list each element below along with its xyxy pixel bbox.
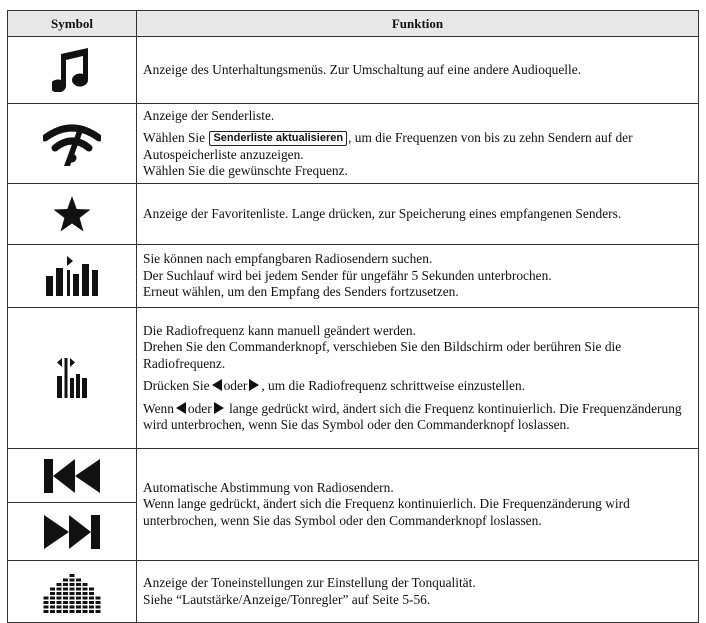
manual-tune-desc-2-c: , um die Radiofrequenz schrittweise einzustellen. bbox=[261, 378, 525, 393]
equalizer-segment bbox=[57, 605, 62, 608]
equalizer-segment bbox=[83, 592, 88, 595]
star-icon bbox=[52, 195, 92, 233]
equalizer-segment bbox=[57, 610, 62, 613]
equalizer-segment bbox=[63, 601, 68, 604]
station-list-desc-1: Anzeige der Senderliste. bbox=[143, 107, 275, 123]
function-cell-station-list bbox=[137, 104, 699, 184]
equalizer-segment bbox=[96, 596, 101, 599]
header-function: Funktion bbox=[137, 11, 699, 37]
equalizer-segment bbox=[57, 587, 62, 590]
equalizer-segment bbox=[57, 592, 62, 595]
header-symbol: Symbol bbox=[8, 11, 137, 37]
function-cell-favorites bbox=[137, 184, 699, 245]
equalizer-segment bbox=[57, 601, 62, 604]
equalizer-segment bbox=[89, 605, 94, 608]
equalizer-segment bbox=[83, 587, 88, 590]
manual-tune-desc-1-line-2: Drehen Sie den Commanderknopf, verschieben Sie den Bildschirm oder berühren Sie die Radiofrequenz. bbox=[143, 339, 622, 371]
equalizer-segment bbox=[83, 605, 88, 608]
equalizer-segment bbox=[70, 601, 75, 604]
symbol-cell-station-list bbox=[8, 104, 137, 184]
equalizer-segment bbox=[76, 583, 81, 586]
scan-desc-line-2: Der Suchlauf wird bei jedem Sender für ungefähr 5 Sekunden unterbrochen. bbox=[143, 267, 552, 283]
manual-tune-desc-3-a: Wenn bbox=[143, 400, 174, 416]
station-list-desc-2 bbox=[143, 130, 692, 163]
skip-previous-icon bbox=[44, 459, 100, 493]
equalizer-segment bbox=[83, 583, 88, 586]
table-row-favorites bbox=[8, 184, 699, 245]
function-cell-tone bbox=[137, 561, 699, 623]
music-note-icon bbox=[52, 48, 92, 92]
function-cell-seek bbox=[137, 449, 699, 561]
equalizer-segment bbox=[89, 596, 94, 599]
symbol-cell-music bbox=[8, 37, 137, 104]
equalizer-segment bbox=[44, 601, 49, 604]
table-row-scan bbox=[8, 245, 699, 308]
music-desc: Anzeige des Unterhaltungsmenüs. Zur Umschaltung auf eine andere Audioquelle. bbox=[143, 61, 582, 77]
equalizer-segment bbox=[63, 578, 68, 581]
equalizer-segment bbox=[96, 605, 101, 608]
function-cell-scan bbox=[137, 245, 699, 308]
equalizer-segment bbox=[63, 587, 68, 590]
equalizer-segment bbox=[70, 583, 75, 586]
equalizer-segment bbox=[63, 596, 68, 599]
manual-tune-desc-1 bbox=[143, 323, 692, 373]
equalizer-segment bbox=[50, 592, 55, 595]
equalizer-segment bbox=[63, 605, 68, 608]
arrow-left-icon bbox=[212, 379, 222, 391]
table-row-station-list bbox=[8, 104, 699, 184]
equalizer-segment bbox=[50, 605, 55, 608]
equalizer-segment bbox=[50, 587, 55, 590]
equalizer-segment bbox=[83, 601, 88, 604]
equalizer-segment bbox=[44, 605, 49, 608]
symbol-cell-favorites bbox=[8, 184, 137, 245]
equalizer-segment bbox=[89, 592, 94, 595]
manual-tune-desc-3-b: oder bbox=[187, 400, 212, 416]
table-row-tone bbox=[8, 561, 699, 623]
tone-desc bbox=[143, 575, 692, 608]
equalizer-segment bbox=[50, 610, 55, 613]
skip-next-icon bbox=[44, 515, 100, 549]
equalizer-segment bbox=[89, 587, 94, 590]
equalizer-segment bbox=[57, 583, 62, 586]
table-row-manual-tune bbox=[8, 308, 699, 449]
equalizer-segment bbox=[76, 587, 81, 590]
radio-signal-icon bbox=[43, 122, 101, 166]
scan-bars-icon bbox=[46, 256, 98, 296]
equalizer-segment bbox=[76, 610, 81, 613]
symbol-cell-tone bbox=[8, 561, 137, 623]
station-list-desc-2-after: , um die Frequenzen von bis zu zehn Sendern auf der Autospeicherliste anzuzeigen. bbox=[143, 130, 633, 162]
equalizer-segment bbox=[50, 596, 55, 599]
manual-tune-desc-3-c: lange gedrückt wird, ändert sich die Frequenz kontinuierlich. Die Frequenzänderung wird unterbrochen, wenn Sie das Symbol oder den Commanderknopf loslassen. bbox=[143, 400, 682, 432]
tone-desc-line-1: Anzeige der Toneinstellungen zur Einstellung der Tonqualität. bbox=[143, 575, 476, 590]
equalizer-segment bbox=[70, 587, 75, 590]
manual-tune-desc-2-a: Drücken Sie bbox=[143, 378, 210, 393]
arrow-left-icon bbox=[176, 402, 186, 414]
equalizer-segment bbox=[70, 610, 75, 613]
equalizer-segment bbox=[50, 601, 55, 604]
table-row-seek-prev bbox=[8, 449, 699, 503]
symbol-cell-scan bbox=[8, 245, 137, 308]
seek-desc bbox=[143, 480, 692, 530]
table-row-music bbox=[8, 37, 699, 104]
equalizer-segment bbox=[76, 605, 81, 608]
equalizer-segment bbox=[76, 592, 81, 595]
scan-desc-line-1: Sie können nach empfangbaren Radiosendern suchen. bbox=[143, 251, 433, 267]
seek-desc-line-1: Automatische Abstimmung von Radiosendern. bbox=[143, 479, 394, 495]
station-list-desc-2-before: Wählen Sie bbox=[143, 130, 206, 145]
senderliste-aktualisieren-button[interactable]: Senderliste aktualisieren bbox=[209, 131, 347, 146]
symbol-function-table bbox=[7, 10, 699, 623]
equalizer-segment bbox=[96, 601, 101, 604]
scan-desc-line-3: Erneut wählen, um den Empfang des Senders fortzusetzen. bbox=[143, 284, 459, 300]
equalizer-segment bbox=[83, 610, 88, 613]
equalizer-segment bbox=[96, 610, 101, 613]
equalizer-segment bbox=[89, 601, 94, 604]
equalizer-segment bbox=[63, 583, 68, 586]
equalizer-segment bbox=[63, 610, 68, 613]
equalizer-segment bbox=[70, 605, 75, 608]
equalizer-segment bbox=[63, 592, 68, 595]
equalizer-icon bbox=[43, 571, 101, 613]
equalizer-segment bbox=[70, 596, 75, 599]
equalizer-segment bbox=[83, 596, 88, 599]
table-header-row bbox=[8, 11, 699, 37]
equalizer-segment bbox=[70, 578, 75, 581]
symbol-cell-seek-next bbox=[8, 503, 137, 561]
seek-desc-line-2: Wenn lange gedrückt, ändert sich die Frequenz kontinuierlich. Die Frequenzänderung wird unterbrochen, wenn Sie das Symbol oder den Commanderknopf loslassen. bbox=[143, 496, 630, 528]
manual-tune-icon bbox=[57, 358, 87, 398]
manual-tune-desc-2 bbox=[143, 378, 692, 395]
function-cell-manual-tune bbox=[137, 308, 699, 449]
tone-desc-line-2: Siehe “Lautstärke/Anzeige/Tonregler” auf Seite 5-56. bbox=[143, 591, 431, 607]
manual-tune-desc-3 bbox=[143, 401, 692, 434]
arrow-right-icon bbox=[214, 402, 224, 414]
scan-desc bbox=[143, 251, 692, 301]
station-list-desc-3: Wählen Sie die gewünschte Frequenz. bbox=[143, 163, 348, 178]
equalizer-segment bbox=[89, 610, 94, 613]
favorites-desc: Anzeige der Favoritenliste. Lange drücken, zur Speicherung eines empfangenen Senders. bbox=[143, 205, 622, 221]
symbol-cell-seek-prev bbox=[8, 449, 137, 503]
equalizer-segment bbox=[70, 574, 75, 577]
function-cell-music bbox=[137, 37, 699, 104]
equalizer-segment bbox=[76, 596, 81, 599]
manual-tune-desc-1-line-1: Die Radiofrequenz kann manuell geändert werden. bbox=[143, 322, 416, 338]
equalizer-segment bbox=[76, 601, 81, 604]
equalizer-segment bbox=[44, 610, 49, 613]
equalizer-segment bbox=[57, 596, 62, 599]
equalizer-segment bbox=[70, 592, 75, 595]
arrow-right-icon bbox=[249, 379, 259, 391]
manual-tune-desc-2-b: oder bbox=[223, 378, 248, 393]
symbol-cell-manual-tune bbox=[8, 308, 137, 449]
equalizer-segment bbox=[76, 578, 81, 581]
equalizer-segment bbox=[44, 596, 49, 599]
